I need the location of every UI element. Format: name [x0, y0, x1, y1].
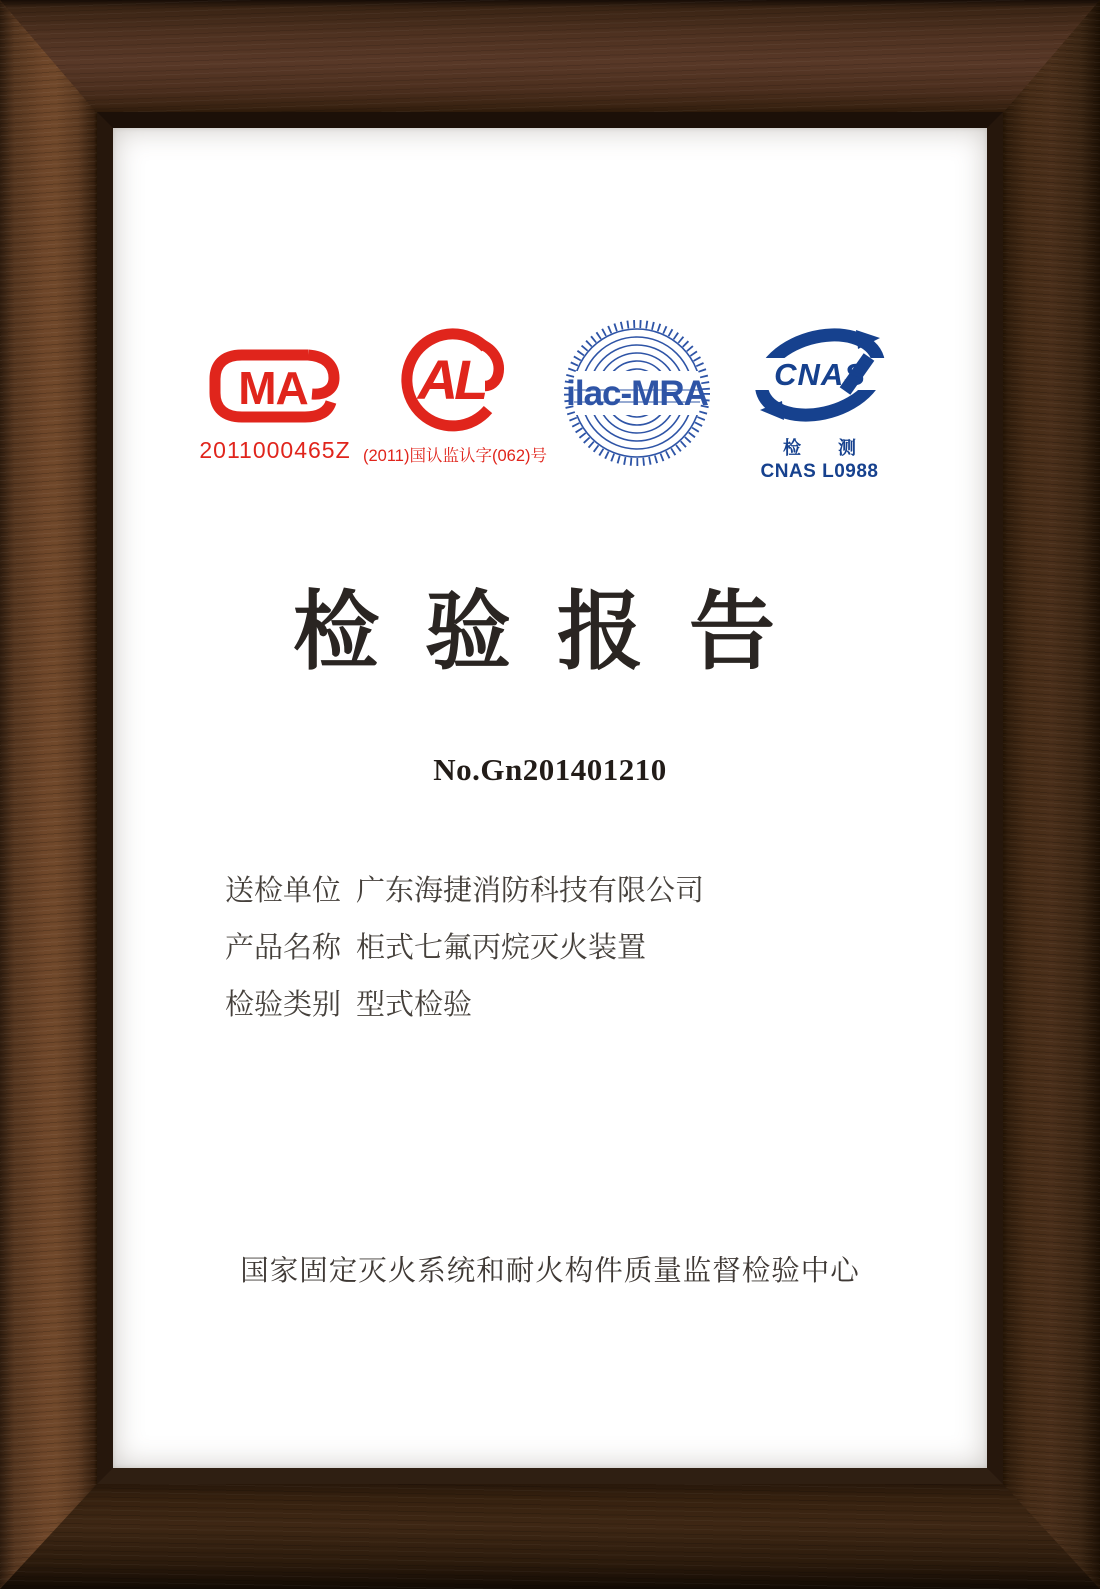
cma-caption: 2011000465Z [199, 437, 351, 463]
field-value: 柜式七氟丙烷灭火装置 [356, 932, 647, 964]
frame-left [0, 0, 97, 1589]
cnas-logo [747, 325, 892, 483]
field-label: 产品名称 [225, 932, 342, 964]
cma-logo [195, 348, 355, 464]
ilac-mra-label: ilac-MRA [566, 374, 708, 413]
cnas-logo-icon [750, 325, 890, 425]
field-row-unit [225, 876, 704, 906]
ilac-mra-logo [561, 318, 713, 473]
cma-letters: MA [238, 362, 308, 414]
frame-right [1003, 0, 1100, 1589]
field-label: 送检单位 [225, 875, 342, 907]
field-value: 型式检验 [356, 989, 473, 1021]
cnas-letters: CNAS [773, 357, 866, 392]
ilac-mra-stamp-icon [562, 318, 712, 468]
cal-logo [363, 328, 547, 466]
cnas-caption-cn: 检 测 [782, 438, 872, 458]
certificate-document [113, 128, 987, 1468]
cnas-caption-id: CNAS L0988 [760, 461, 879, 482]
issuing-authority: 国家固定灭火系统和耐火构件质量监督检验中心 [240, 1255, 860, 1287]
report-number: No.Gn201401210 [433, 752, 667, 787]
cma-logo-icon [209, 348, 341, 424]
report-fields [225, 876, 704, 1047]
field-row-category [225, 990, 704, 1020]
frame-top [0, 0, 1100, 114]
field-label: 检验类别 [225, 989, 342, 1021]
frame-bottom [0, 1483, 1100, 1589]
report-title: 检验报告 [293, 584, 821, 680]
field-row-product [225, 933, 704, 963]
cal-caption: (2011)国认监认字(062)号 [363, 447, 547, 465]
cal-letters: AL [417, 348, 485, 411]
field-value: 广东海捷消防科技有限公司 [356, 875, 705, 907]
cal-logo-icon [395, 328, 511, 434]
